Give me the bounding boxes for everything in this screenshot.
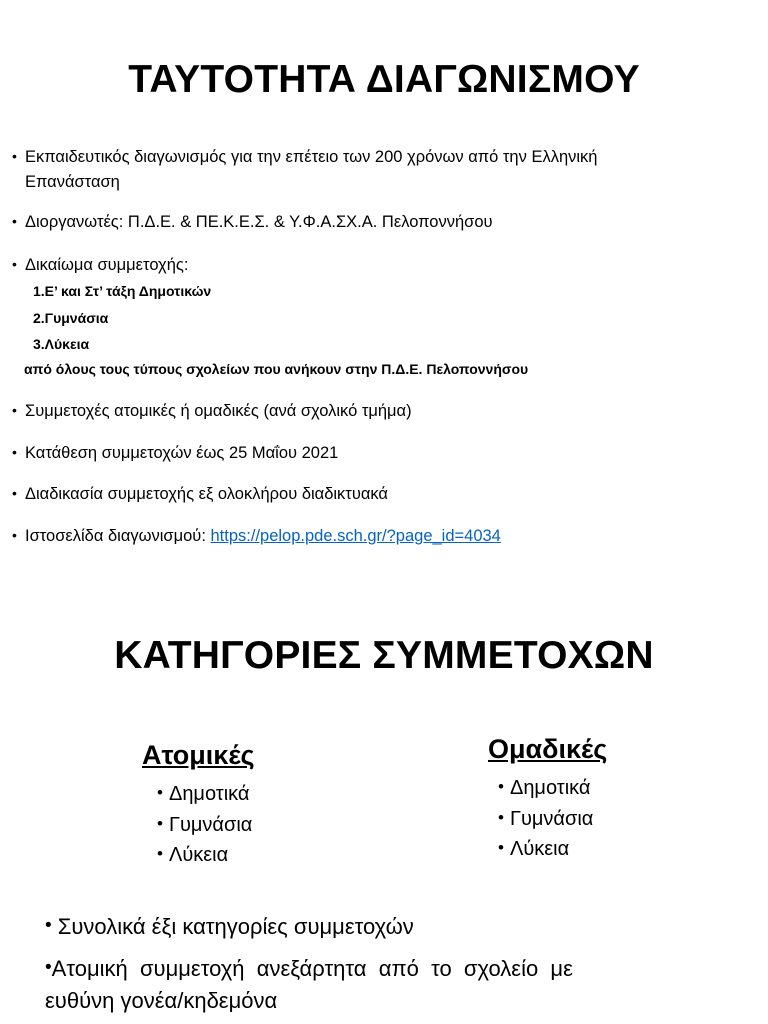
bullet-icon: • xyxy=(12,402,17,418)
bullet-text: Εκπαιδευτικός διαγωνισμός για την επέτειο των 200 χρόνων από την Ελληνική xyxy=(25,148,598,166)
bullet-icon: • xyxy=(157,814,163,833)
bullet-icon: • xyxy=(12,485,17,501)
participation-item: 3.Λύκεια xyxy=(33,336,90,352)
group-item xyxy=(498,804,593,835)
group-item-label: Δημοτικά xyxy=(509,777,591,799)
group-heading: Ομαδικές xyxy=(488,734,608,764)
participation-item: 2.Γυμνάσια xyxy=(33,310,109,326)
individual-item-label: Λύκεια xyxy=(168,844,229,866)
summary-line xyxy=(45,953,703,987)
bullet-icon: • xyxy=(45,915,52,936)
summary-line-continuation: ευθύνη γονέα/κηδεμόνα xyxy=(45,988,278,1013)
competition-website-link[interactable]: https://pelop.pde.sch.gr/?page_id=4034 xyxy=(210,527,501,545)
website-label: Ιστοσελίδα διαγωνισμού: xyxy=(25,527,211,545)
individual-heading: Ατομικές xyxy=(142,740,255,770)
bullet-item xyxy=(12,253,752,278)
summary-line xyxy=(45,911,414,945)
bullet-icon: • xyxy=(498,777,504,796)
bullet-text: Κατάθεση συμμετοχών έως 25 Μαΐου 2021 xyxy=(25,444,339,462)
bullet-item xyxy=(12,399,752,424)
individual-item-label: Δημοτικά xyxy=(168,783,250,805)
bullet-icon: • xyxy=(12,527,17,543)
group-item xyxy=(498,834,569,865)
summary-text: Ατομική συμμετοχή ανεξάρτητα από το σχολείο με xyxy=(51,956,573,981)
group-item-label: Γυμνάσια xyxy=(509,808,594,830)
bullet-icon: • xyxy=(157,844,163,863)
bullet-text xyxy=(12,524,752,549)
summary-text: Συνολικά έξι κατηγορίες συμμετοχών xyxy=(57,914,414,939)
bullet-icon: • xyxy=(12,444,17,460)
section-title: ΚΑΤΗΓΟΡΙΕΣ ΣΥΜΜΕΤΟΧΩΝ xyxy=(114,634,654,677)
bullet-item xyxy=(12,210,752,235)
bullet-icon: • xyxy=(12,148,17,164)
individual-item xyxy=(157,810,252,841)
participation-item: 1.Ε’ και Στ’ τάξη Δημοτικών xyxy=(33,283,212,299)
individual-item xyxy=(157,779,249,810)
bullet-icon: • xyxy=(45,957,52,978)
bullet-text: Διοργανωτές: Π.Δ.Ε. & ΠΕ.Κ.Ε.Σ. & Υ.Φ.Α.ΣΧ.Α. Πελοποννήσου xyxy=(25,213,493,231)
bullet-text: Συμμετοχές ατομικές ή ομαδικές (ανά σχολικό τμήμα) xyxy=(25,402,412,420)
bullet-item xyxy=(12,441,752,466)
participation-note: από όλους τους τύπους σχολείων που ανήκουν στην Π.Δ.Ε. Πελοποννήσου xyxy=(24,361,529,377)
bullet-item xyxy=(12,482,752,507)
bullet-item xyxy=(12,145,752,195)
bullet-text-continuation: Επανάσταση xyxy=(25,173,120,191)
bullet-item xyxy=(12,524,752,549)
group-item-label: Λύκεια xyxy=(509,838,570,860)
bullet-icon: • xyxy=(157,783,163,802)
bullet-icon: • xyxy=(498,838,504,857)
bullet-text: Διαδικασία συμμετοχής εξ ολοκλήρου διαδικτυακά xyxy=(25,485,388,503)
bullet-icon: • xyxy=(12,213,17,229)
individual-item-label: Γυμνάσια xyxy=(168,814,253,836)
bullet-icon: • xyxy=(12,256,17,272)
bullet-icon: • xyxy=(498,808,504,827)
group-item xyxy=(498,773,590,804)
individual-item xyxy=(157,840,228,871)
bullet-text: Δικαίωμα συμμετοχής: xyxy=(25,256,189,274)
page-title: ΤΑΥΤΟΤΗΤΑ ΔΙΑΓΩΝΙΣΜΟΥ xyxy=(128,58,640,101)
